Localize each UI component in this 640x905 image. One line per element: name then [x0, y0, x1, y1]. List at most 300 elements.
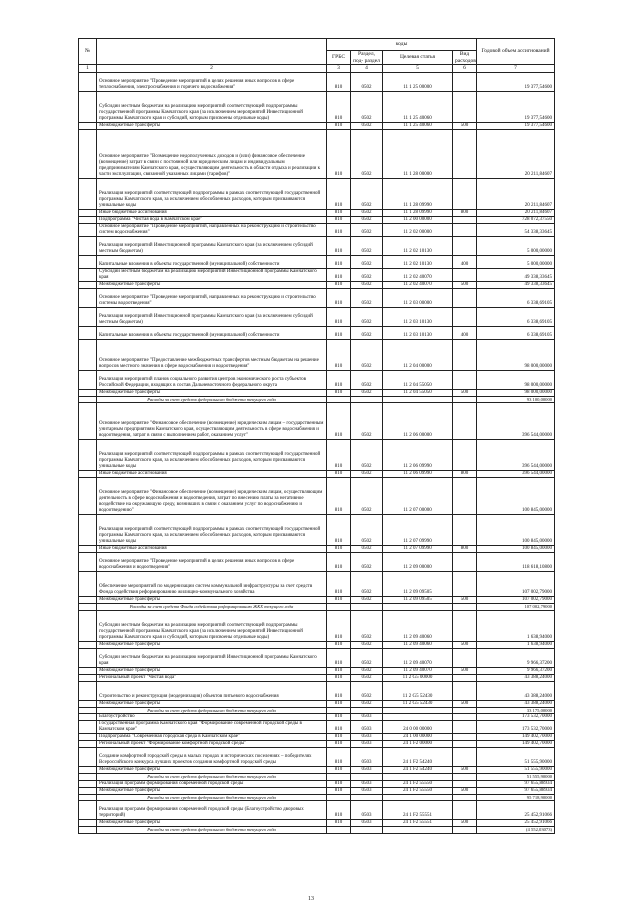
row-vr-cell — [453, 236, 477, 255]
row-vr-cell — [453, 440, 477, 471]
row-razdel-cell: 0502 — [351, 572, 383, 597]
row-razdel-cell: 0502 — [351, 674, 383, 681]
table-row-note — [79, 774, 555, 781]
row-vr-cell: 800 — [453, 546, 477, 553]
row-razdel-cell: 0502 — [351, 236, 383, 255]
header-grbs: ГРБС — [327, 51, 351, 65]
row-num-cell — [79, 827, 97, 834]
row-grbs-cell: 810 — [327, 178, 351, 209]
row-grbs-cell: 810 — [327, 91, 351, 122]
row-vr-cell — [453, 72, 477, 91]
row-sum-cell: 100 845,00000 — [477, 515, 555, 546]
table-row — [79, 610, 555, 641]
row-csr-cell — [383, 794, 453, 801]
row-name-cell: Расходы за счет средств федерального бюджета текущего года — [97, 774, 327, 781]
row-name-cell: Реализация программ формирования современной городской среды — [97, 780, 327, 787]
row-grbs-cell: 810 — [327, 641, 351, 648]
header-razdel: Раздел, под- раздел — [351, 51, 383, 65]
row-sum-cell: 107 002,79000 — [477, 597, 555, 604]
row-num-cell — [79, 396, 97, 403]
row-csr-cell: 11 2 02 10130 — [383, 255, 453, 268]
table-row — [79, 721, 555, 734]
row-vr-cell: 500 — [453, 787, 477, 794]
row-name-cell: Основное мероприятие "Проведение мероприятий в целях решения иных вопросов в сфере теплоснабжения, электроснабжения и горячего водоснабжения" — [97, 72, 327, 91]
row-csr-cell: 11 2 09 09505 — [383, 597, 453, 604]
row-num-cell — [79, 648, 97, 667]
row-razdel-cell: 0502 — [351, 223, 383, 236]
row-grbs-cell: 810 — [327, 721, 351, 734]
row-name-cell: Капитальные вложения в объекты государственной (муниципальной) собственности — [97, 326, 327, 339]
row-name-cell: Реализация программ формирования современной городской среды (Благоустройство дворовых территорий) — [97, 801, 327, 820]
table-row — [79, 553, 555, 572]
row-vr-cell — [453, 178, 477, 209]
table-row — [79, 478, 555, 515]
row-grbs-cell: 810 — [327, 403, 351, 440]
row-vr-cell — [453, 339, 477, 370]
row-sum-cell: 93 100,00000 — [477, 396, 555, 403]
row-razdel-cell: 0502 — [351, 478, 383, 515]
row-razdel-cell: 0503 — [351, 787, 383, 794]
row-razdel-cell: 0502 — [351, 648, 383, 667]
table-row-note — [79, 827, 555, 834]
row-sum-cell: 6 338,69105 — [477, 326, 555, 339]
row-vr-cell: 800 — [453, 471, 477, 478]
row-razdel-cell: 0502 — [351, 288, 383, 307]
row-grbs-cell — [327, 707, 351, 714]
row-grbs-cell: 810 — [327, 667, 351, 674]
row-name-cell: Основное мероприятие "Проведение мероприятий в целях решения иных вопросов в сфере водоснабжения и водоотведения" — [97, 553, 327, 572]
row-name-cell: Капитальные вложения в объекты государственной (муниципальной) собственности — [97, 255, 327, 268]
row-grbs-cell: 810 — [327, 288, 351, 307]
row-num-cell — [79, 820, 97, 827]
row-sum-cell: 728 072,37550 — [477, 216, 555, 223]
header-sum: Годовой объем ассигнований — [477, 39, 555, 65]
row-sum-cell: 9 966,37200 — [477, 648, 555, 667]
row-name-cell: Подпрограмма "Современная городская среда в Камчатском крае" — [97, 734, 327, 741]
table-row — [79, 307, 555, 326]
row-sum-cell: 19 377,54600 — [477, 122, 555, 129]
row-grbs-cell: 810 — [327, 700, 351, 707]
row-razdel-cell: 0503 — [351, 748, 383, 767]
row-sum-cell: 9 966,37200 — [477, 667, 555, 674]
row-razdel-cell: 0502 — [351, 546, 383, 553]
table-row — [79, 748, 555, 767]
row-name-cell: Обеспечение мероприятий по модернизации систем коммунальной инфраструктуры за счет средств Фонда содействия реформированию жилищно-коммунального хозяйства — [97, 572, 327, 597]
row-name-cell: Реализация мероприятий соответствующей подпрограммы в рамках соответствующей государственной программы Камчатского края, за исключением обособленных расходов, которым присваиваются уникальные коды — [97, 178, 327, 209]
row-sum-cell: 20 211,84607 — [477, 129, 555, 178]
row-name-cell: Субсидии местным бюджетам на реализацию мероприятий Инвестиционной программы Камчатского края — [97, 648, 327, 667]
row-csr-cell: 11 1 28 00000 — [383, 129, 453, 178]
row-num-cell — [79, 440, 97, 471]
table-row — [79, 787, 555, 794]
row-vr-cell — [453, 268, 477, 281]
row-sum-cell: 118 618,10800 — [477, 553, 555, 572]
row-name-cell: Государственная программа Камчатского края "Формирование современной городской среды в Камчатском крае" — [97, 721, 327, 734]
row-razdel-cell: 0502 — [351, 122, 383, 129]
row-csr-cell: 11 2 06 09990 — [383, 471, 453, 478]
row-vr-cell — [453, 794, 477, 801]
row-name-cell: Реализация мероприятий соответствующей подпрограммы в рамках соответствующей государственной программы Камчатского края, за исключением обособленных расходов, которым присваиваются уникальные коды — [97, 515, 327, 546]
row-razdel-cell: 0502 — [351, 471, 383, 478]
row-name-cell: Основное мероприятие "Предоставление межбюджетных трансфертов местным бюджетам на решение вопросов местного значения в сфере водоснабжения и водоотведения" — [97, 339, 327, 370]
row-sum-cell: 43 388,24000 — [477, 674, 555, 681]
row-sum-cell: 5 000,00000 — [477, 255, 555, 268]
row-num-cell — [79, 734, 97, 741]
table-row — [79, 667, 555, 674]
row-csr-cell: 11 2 07 09990 — [383, 546, 453, 553]
row-csr-cell: 11 2 G5 52430 — [383, 681, 453, 700]
row-num-cell — [79, 700, 97, 707]
table-row-note — [79, 604, 555, 611]
row-razdel-cell: 0502 — [351, 553, 383, 572]
table-row — [79, 209, 555, 216]
row-grbs-cell: 810 — [327, 216, 351, 223]
row-razdel-cell: 0503 — [351, 714, 383, 721]
table-row — [79, 236, 555, 255]
row-vr-cell — [453, 396, 477, 403]
row-num-cell — [79, 72, 97, 91]
header-idx-3: 3 — [327, 65, 351, 73]
row-sum-cell: 19 377,54600 — [477, 91, 555, 122]
row-csr-cell: 11 2 09 09505 — [383, 572, 453, 597]
row-razdel-cell — [351, 774, 383, 781]
row-num-cell — [79, 268, 97, 281]
row-grbs-cell — [327, 396, 351, 403]
row-num-cell — [79, 794, 97, 801]
table-row — [79, 515, 555, 546]
row-sum-cell: 54 338,33645 — [477, 223, 555, 236]
table-row — [79, 741, 555, 748]
table-row — [79, 471, 555, 478]
row-csr-cell — [383, 774, 453, 781]
row-name-cell: Реализация мероприятий планов социального развития центров экономического роста субъектов Российской Федерации, входящих в состав Дальневосточного федерального округа — [97, 370, 327, 389]
row-num-cell — [79, 216, 97, 223]
row-grbs-cell: 810 — [327, 741, 351, 748]
row-csr-cell: 11 1 25 40060 — [383, 91, 453, 122]
row-name-cell: Субсидии местным бюджетам на реализацию мероприятий соответствующей подпрограммы государственной программы Камчатского края (за исключением мероприятий Инвестиционной программы Камчатского края и субсидий, которым присвоены отдельные коды) — [97, 610, 327, 641]
row-vr-cell — [453, 741, 477, 748]
row-razdel-cell: 0502 — [351, 326, 383, 339]
row-sum-cell: 1 638,94000 — [477, 610, 555, 641]
row-sum-cell: 396 544,00000 — [477, 471, 555, 478]
row-vr-cell — [453, 734, 477, 741]
row-csr-cell: 11 2 06 00000 — [383, 403, 453, 440]
row-csr-cell: 11 2 09 40060 — [383, 610, 453, 641]
row-vr-cell — [453, 721, 477, 734]
row-csr-cell: 11 2 09 40060 — [383, 641, 453, 648]
row-sum-cell: 33 175,00000 — [477, 707, 555, 714]
row-num-cell — [79, 741, 97, 748]
row-sum-cell: (4 552,03073) — [477, 827, 555, 834]
row-csr-cell: 11 1 25 40060 — [383, 122, 453, 129]
row-num-cell — [79, 553, 97, 572]
row-vr-cell — [453, 748, 477, 767]
table-row — [79, 700, 555, 707]
row-csr-cell: 24 1 F2 55550 — [383, 787, 453, 794]
row-csr-cell: 11 1 25 00000 — [383, 72, 453, 91]
row-name-cell: Расходы за счет средств федерального бюджета текущего года — [97, 707, 327, 714]
row-grbs-cell: 810 — [327, 339, 351, 370]
row-sum-cell: 98 000,00000 — [477, 389, 555, 396]
row-grbs-cell: 810 — [327, 129, 351, 178]
row-num-cell — [79, 255, 97, 268]
row-csr-cell: 24 1 F2 55551 — [383, 820, 453, 827]
row-vr-cell — [453, 648, 477, 667]
row-sum-cell: 149 402,70000 — [477, 741, 555, 748]
row-vr-cell — [453, 801, 477, 820]
row-num-cell — [79, 780, 97, 787]
header-codes: коды — [327, 39, 477, 51]
row-vr-cell: 800 — [453, 209, 477, 216]
table-row — [79, 734, 555, 741]
row-name-cell: Иные бюджетные ассигнования — [97, 471, 327, 478]
table-row — [79, 268, 555, 281]
row-sum-cell: 5 000,00000 — [477, 236, 555, 255]
row-sum-cell: 97 655,88934 — [477, 780, 555, 787]
header-idx-6: 6 — [453, 65, 477, 73]
row-num-cell — [79, 681, 97, 700]
row-num-cell — [79, 707, 97, 714]
row-name-cell: Основное мероприятие "Возмещение недополученных доходов и (или) финансовое обеспечение (возмещение) затрат в связи с постоянной или юридическим лицам и индивидуальным предпринимателям Камчатского края, осуществляющим деятельность в области отдыха и реализации к части эксплуатации, связанной указанных лицами (тарифов)" — [97, 129, 327, 178]
row-name-cell: Строительство и реконструкция (модернизация) объектов питьевого водоснабжения — [97, 681, 327, 700]
row-grbs-cell: 810 — [327, 648, 351, 667]
row-grbs-cell: 810 — [327, 478, 351, 515]
table-row — [79, 801, 555, 820]
row-grbs-cell: 810 — [327, 389, 351, 396]
row-sum-cell: 98 000,00000 — [477, 370, 555, 389]
row-razdel-cell: 0502 — [351, 72, 383, 91]
table-row — [79, 403, 555, 440]
row-grbs-cell: 810 — [327, 714, 351, 721]
row-csr-cell: 11 2 04 55050 — [383, 370, 453, 389]
row-vr-cell — [453, 780, 477, 787]
header-idx-7: 7 — [477, 65, 555, 73]
header-num: № — [79, 39, 97, 65]
row-sum-cell: 6 338,69105 — [477, 288, 555, 307]
row-sum-cell: 1 638,94000 — [477, 641, 555, 648]
row-name-cell: Основное мероприятие "Проведение мероприятий, направленных на реконструкцию и строительство системы водоотведения" — [97, 288, 327, 307]
row-razdel-cell: 0502 — [351, 667, 383, 674]
row-grbs-cell: 810 — [327, 780, 351, 787]
row-num-cell — [79, 471, 97, 478]
row-num-cell — [79, 288, 97, 307]
row-vr-cell — [453, 515, 477, 546]
row-sum-cell: 173 532,70000 — [477, 714, 555, 721]
row-name-cell: Межбюджетные трансферты — [97, 597, 327, 604]
row-grbs-cell: 810 — [327, 326, 351, 339]
row-csr-cell: 11 2 09 00000 — [383, 553, 453, 572]
row-grbs-cell — [327, 604, 351, 611]
row-csr-cell: 11 2 09 40070 — [383, 667, 453, 674]
row-csr-cell: 11 2 G5 00000 — [383, 674, 453, 681]
row-grbs-cell: 810 — [327, 674, 351, 681]
row-grbs-cell: 810 — [327, 572, 351, 597]
header-vr: Вид расходов — [453, 51, 477, 65]
row-name-cell: Межбюджетные трансферты — [97, 820, 327, 827]
header-idx-1: 1 — [79, 65, 97, 73]
row-sum-cell: 25 452,91066 — [477, 801, 555, 820]
row-vr-cell — [453, 307, 477, 326]
row-name-cell: Реализация мероприятий Инвестиционной программы Камчатского края (за исключением субсидий местным бюджетам) — [97, 307, 327, 326]
row-csr-cell: 24 1 F2 54240 — [383, 767, 453, 774]
row-vr-cell: 400 — [453, 255, 477, 268]
row-name-cell: Региональный проект "Чистая вода" — [97, 674, 327, 681]
row-grbs-cell: 810 — [327, 734, 351, 741]
row-razdel-cell: 0502 — [351, 91, 383, 122]
row-name-cell: Расходы за счет средств федерального бюджета текущего года — [97, 794, 327, 801]
row-vr-cell — [453, 827, 477, 834]
row-sum-cell: 20 211,84607 — [477, 178, 555, 209]
row-csr-cell: 11 2 09 40070 — [383, 648, 453, 667]
row-razdel-cell — [351, 604, 383, 611]
row-grbs-cell: 810 — [327, 223, 351, 236]
row-vr-cell — [453, 681, 477, 700]
row-csr-cell: 11 2 04 55050 — [383, 389, 453, 396]
header-idx-4: 4 — [351, 65, 383, 73]
table-row-note — [79, 707, 555, 714]
row-csr-cell: 11 1 28 09990 — [383, 178, 453, 209]
row-grbs-cell: 810 — [327, 748, 351, 767]
row-grbs-cell — [327, 794, 351, 801]
row-name-cell: Межбюджетные трансферты — [97, 641, 327, 648]
row-razdel-cell: 0502 — [351, 339, 383, 370]
row-name-cell: Иные бюджетные ассигнования — [97, 209, 327, 216]
row-sum-cell: 51 555,90000 — [477, 748, 555, 767]
row-name-cell: Расходы за счет средств федерального бюджета текущего года — [97, 396, 327, 403]
row-grbs-cell: 810 — [327, 471, 351, 478]
row-name-cell: Межбюджетные трансферты — [97, 122, 327, 129]
row-grbs-cell: 810 — [327, 281, 351, 288]
row-sum-cell: 43 388,24000 — [477, 681, 555, 700]
row-num-cell — [79, 403, 97, 440]
row-vr-cell: 500 — [453, 767, 477, 774]
row-sum-cell: 107 002,79000 — [477, 572, 555, 597]
table-row — [79, 288, 555, 307]
row-sum-cell: 95 718,90000 — [477, 794, 555, 801]
table-row — [79, 122, 555, 129]
row-vr-cell: 500 — [453, 389, 477, 396]
row-razdel-cell: 0502 — [351, 178, 383, 209]
row-vr-cell: 500 — [453, 700, 477, 707]
row-razdel-cell: 0502 — [351, 681, 383, 700]
row-vr-cell — [453, 674, 477, 681]
row-grbs-cell: 810 — [327, 801, 351, 820]
row-grbs-cell: 810 — [327, 236, 351, 255]
row-num-cell — [79, 667, 97, 674]
row-csr-cell: 24 0 00 00000 — [383, 721, 453, 734]
row-num-cell — [79, 610, 97, 641]
table-row — [79, 72, 555, 91]
row-num-cell — [79, 748, 97, 767]
row-num-cell — [79, 370, 97, 389]
row-sum-cell: 149 402,70000 — [477, 734, 555, 741]
row-razdel-cell: 0503 — [351, 741, 383, 748]
table-row — [79, 780, 555, 787]
row-vr-cell: 500 — [453, 597, 477, 604]
row-csr-cell — [383, 396, 453, 403]
row-razdel-cell: 0503 — [351, 734, 383, 741]
row-grbs-cell: 810 — [327, 787, 351, 794]
row-sum-cell: 49 338,33645 — [477, 268, 555, 281]
row-vr-cell — [453, 707, 477, 714]
row-num-cell — [79, 178, 97, 209]
table-row-note — [79, 396, 555, 403]
row-vr-cell — [453, 572, 477, 597]
row-num-cell — [79, 597, 97, 604]
table-row — [79, 216, 555, 223]
row-name-cell: Межбюджетные трансферты — [97, 667, 327, 674]
row-sum-cell: 100 845,00000 — [477, 546, 555, 553]
row-sum-cell: 107 002,79000 — [477, 604, 555, 611]
row-grbs-cell: 810 — [327, 440, 351, 471]
table-row — [79, 597, 555, 604]
row-csr-cell: 24 1 F2 55550 — [383, 780, 453, 787]
row-vr-cell — [453, 604, 477, 611]
table-row — [79, 546, 555, 553]
row-grbs-cell: 810 — [327, 546, 351, 553]
row-csr-cell: 11 2 02 40070 — [383, 281, 453, 288]
table-row — [79, 440, 555, 471]
row-num-cell — [79, 122, 97, 129]
row-name-cell: Основное мероприятие "Финансовое обеспечение (возмещение) юридическим лицам, осуществляющим деятельность в сфере водоснабжения и водоотведения, затрат по внесению платы за негативное воздействие на окружающую среду, возникших в связи с оказанием услуг по водоснабжению и водоотведению" — [97, 478, 327, 515]
row-razdel-cell: 0502 — [351, 281, 383, 288]
row-razdel-cell: 0503 — [351, 820, 383, 827]
header-idx-2: 2 — [97, 65, 327, 73]
row-name-cell: Основное мероприятие "Финансовое обеспечение (возмещение) юридическим лицам – государственным унитарным предприятиям Камчатского края, осуществляющим деятельность в сфере водоснабжения и водоотведения, затрат в связи с выполнением работ, оказанием услуг" — [97, 403, 327, 440]
row-razdel-cell: 0502 — [351, 268, 383, 281]
row-csr-cell: 24 1 F2 55551 — [383, 801, 453, 820]
row-csr-cell: 24 1 00 00000 — [383, 734, 453, 741]
row-vr-cell — [453, 223, 477, 236]
row-csr-cell: 11 2 02 00000 — [383, 223, 453, 236]
row-num-cell — [79, 604, 97, 611]
row-csr-cell: 24 1 F2 00000 — [383, 741, 453, 748]
row-num-cell — [79, 641, 97, 648]
row-grbs-cell: 810 — [327, 255, 351, 268]
row-sum-cell: 173 532,70000 — [477, 721, 555, 734]
row-razdel-cell: 0502 — [351, 641, 383, 648]
budget-table — [78, 38, 555, 834]
row-num-cell — [79, 209, 97, 216]
row-grbs-cell: 810 — [327, 122, 351, 129]
row-num-cell — [79, 236, 97, 255]
row-num-cell — [79, 767, 97, 774]
row-razdel-cell: 0502 — [351, 216, 383, 223]
row-grbs-cell: 810 — [327, 553, 351, 572]
row-vr-cell — [453, 370, 477, 389]
row-razdel-cell: 0502 — [351, 610, 383, 641]
row-vr-cell — [453, 553, 477, 572]
row-sum-cell: 97 655,88934 — [477, 787, 555, 794]
row-name-cell: Благоустройство — [97, 714, 327, 721]
row-name-cell: Межбюджетные трансферты — [97, 787, 327, 794]
row-name-cell: Основное мероприятие "Проведение мероприятий, направленных на реконструкцию и строительство систем водоснабжения" — [97, 223, 327, 236]
row-vr-cell: 500 — [453, 820, 477, 827]
table-row-note — [79, 794, 555, 801]
row-razdel-cell: 0502 — [351, 389, 383, 396]
table-row — [79, 681, 555, 700]
row-name-cell: Субсидии местным бюджетам на реализацию мероприятий соответствующей подпрограммы государственной программы Камчатского края (за исключением мероприятий Инвестиционной программы Камчатского края и субсидий, которым присвоены отдельные коды) — [97, 91, 327, 122]
row-vr-cell: 500 — [453, 641, 477, 648]
row-num-cell — [79, 721, 97, 734]
row-num-cell — [79, 572, 97, 597]
row-grbs-cell — [327, 774, 351, 781]
row-razdel-cell: 0502 — [351, 403, 383, 440]
table-row — [79, 389, 555, 396]
row-grbs-cell: 810 — [327, 681, 351, 700]
row-sum-cell: 396 544,00000 — [477, 403, 555, 440]
row-razdel-cell: 0502 — [351, 440, 383, 471]
